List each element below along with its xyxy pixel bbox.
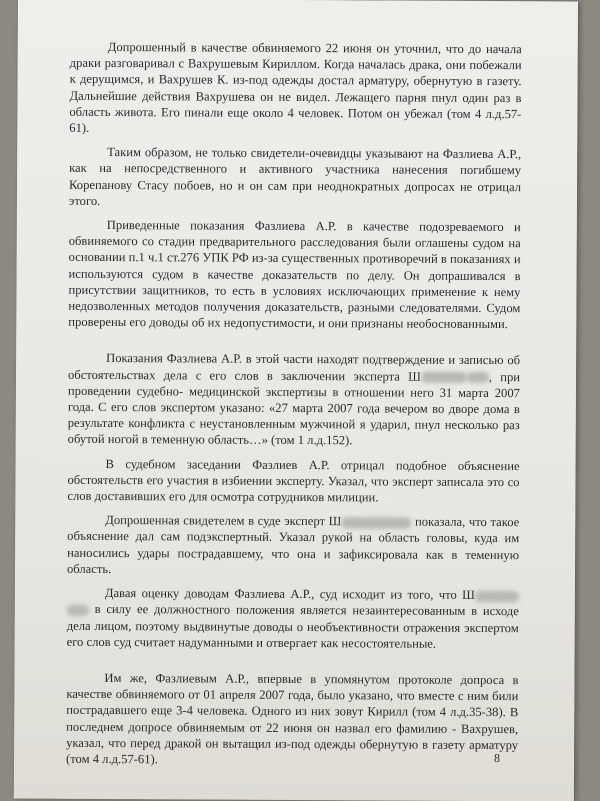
paragraph-3: Приведенные показания Фазлиева А.Р. в качестве подозреваемого и обвиняемого со стадии предварительного расследования были оглашены судом на основании п.1 ч.1 ст.276 УПК РФ из-за существенных противоречий в показаниях и используются судом в качестве доказательств по делу. Он допрашивался в присутствии защитников, то есть в условиях исключающих применение к нему недозволенных методов получения доказательств, разными следователями. Судом проверены его доводы об их недопустимости, и они признаны необоснованными. xyxy=(68,218,521,332)
redacted-name xyxy=(421,372,467,383)
paragraph-7-part-1: Давая оценку доводам Фазлиева А.Р., суд исходит из того, что Ш xyxy=(104,586,475,603)
paragraph-4-part-1: Показания Фазлиева А.Р. в этой части находят подтверждение и записью об обстоятельствах дела с его слов в заключении эксперта Ш xyxy=(67,351,521,384)
paragraph-6-part-2: показала, что такое объяснение дал сам подэкспертный. Указал рукой на область головы, куда им наносились удары пострадавшему, что она и зафиксировала как в теменную область. xyxy=(66,514,520,576)
redacted-name xyxy=(467,372,489,383)
paragraph-2: Таким образом, не только свидетели-очевидцы указывают на Фазлиева А.Р., как на непосредственного и активного участника нанесения погибшему Корепанову Стасу побоев, но и он сам при неоднократных допросах не отрицал этого. xyxy=(68,145,522,208)
paragraph-6-part-1: Допрошенная свидетелем в суде эксперт Ш xyxy=(105,513,342,529)
redacted-name xyxy=(67,605,89,616)
paragraph-1: Допрошенный в качестве обвиняемого 22 июня он уточнил, что до начала драки разговаривал с Вахрушевым Кириллом. Когда началась драка, они побежали к дерущимся, и Вахрушев К. из-под одежды достал арматуру, обернутую в газету. Дальнейшие действия Вахрушева он не видел. Лежащего парня пнул один раз в область живота. Его пинали еще около 4 человек. Потом он убежал (том 4 л.д.57-61). xyxy=(69,40,522,135)
paragraph-4 xyxy=(68,350,521,450)
paragraph-4-part-2: , при проведении судебно- медицинской экспертизы в отношении него 31 марта 2007 года. С его слов экспертом указано: «27 марта 2007 года вечером во дворе дома в результате конфликта с неустановленным мужчиной я ударил, пнул несколько раз обутой ногой в теменную область…» (том 1 л.д.152). xyxy=(67,369,521,448)
document-page xyxy=(14,0,578,801)
page-number: 8 xyxy=(493,751,501,766)
paragraph-6 xyxy=(67,512,519,579)
document-body xyxy=(66,39,522,777)
paragraph-7 xyxy=(67,585,519,652)
paragraph-5: В судебном заседании Фазлиев А.Р. отрицал подобное объяснение обстоятельств его участия в избиении эксперту. Указал, что эксперт записала это со слов доставивших его для осмотра сотрудников милиции. xyxy=(67,456,520,505)
paragraph-8: Им же, Фазлиевым А.Р., впервые в упомянутом протоколе допроса в качестве обвиняемого от 01 апреля 2007 года, было указано, что вместе с ним били пострадавшего еще 3-4 человека. Одного из них зовут Кирилл (том 4 л.д.35-38). В последнем допросе обвиняемым от 22 июня он назвал его фамилию - Вахрушев, указал, что перед дракой он вытащил из-под одежды обернутую в газету арматуру (том 4 л.д.57-61). xyxy=(65,670,519,767)
redacted-name xyxy=(475,591,519,602)
redacted-name xyxy=(341,517,411,528)
paragraph-7-part-2: в силу ее должностного положения является незаинтересованным в исходе дела лицом, поэтому выдвинутые доводы о необъективности отражения экспертом его слов суд считает надуманными и отвергает как несостоятельные. xyxy=(66,602,519,651)
